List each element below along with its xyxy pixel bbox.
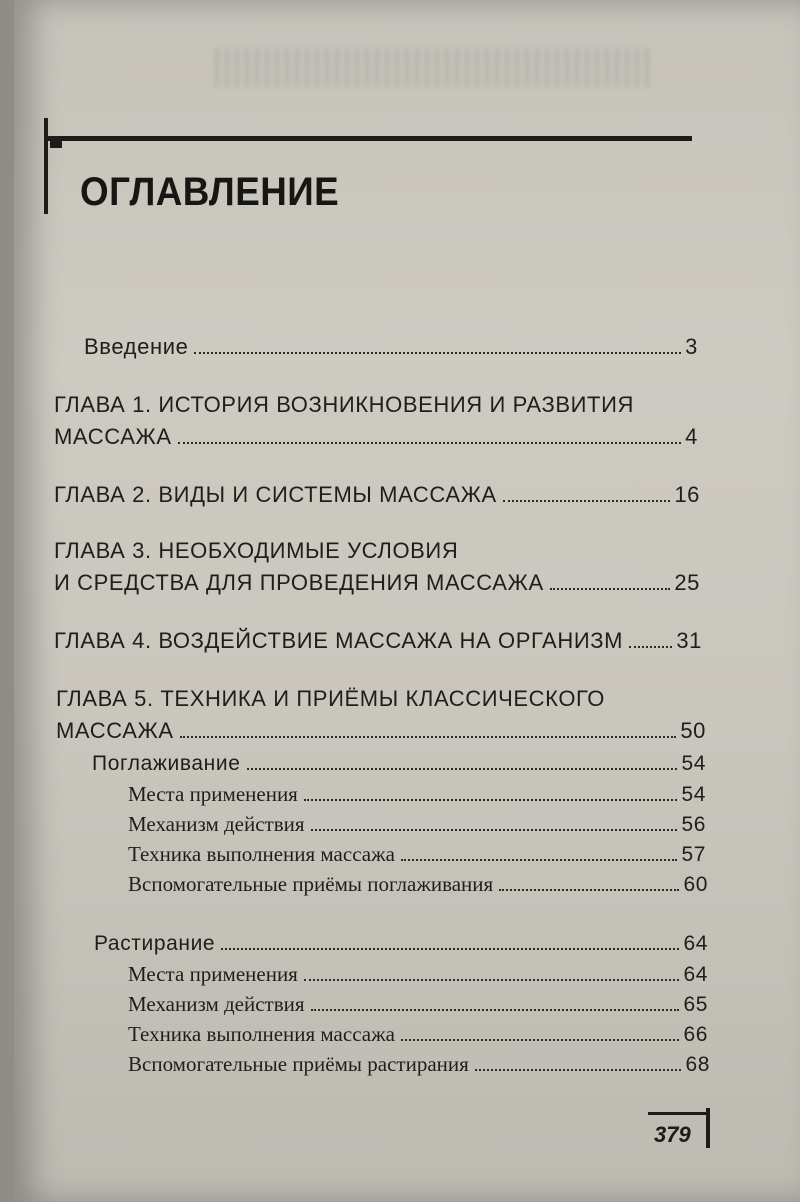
toc-label: Введение	[84, 334, 189, 359]
toc-label: Места применения	[128, 962, 298, 986]
toc-chapter-3-line1: ГЛАВА 3. НЕОБХОДИМЫЕ УСЛОВИЯ	[54, 538, 459, 563]
toc-page: 54	[681, 752, 706, 775]
toc-page: 68	[685, 1053, 710, 1076]
toc-label: Поглаживание	[92, 752, 241, 775]
toc-subsection	[128, 782, 706, 807]
toc-chapter-1-line1: ГЛАВА 1. ИСТОРИЯ ВОЗНИКНОВЕНИЯ И РАЗВИТИЯ	[54, 392, 634, 417]
toc-label: И СРЕДСТВА ДЛЯ ПРОВЕДЕНИЯ МАССАЖА	[54, 570, 544, 595]
toc-label: Техника выполнения массажа	[128, 1022, 395, 1046]
toc-page: 4	[685, 424, 698, 449]
toc-label: Места применения	[128, 782, 298, 806]
toc-page: 56	[681, 813, 706, 836]
page-number: 379	[654, 1122, 691, 1147]
leader-dots	[401, 1039, 680, 1041]
leader-dots	[499, 889, 679, 891]
toc-section-stroking	[92, 752, 706, 776]
leader-dots	[247, 768, 678, 770]
toc-subsection	[128, 1052, 710, 1077]
leader-dots	[178, 442, 681, 444]
toc-entry-chapter-3	[54, 570, 700, 596]
toc-page: 66	[683, 1023, 708, 1046]
toc-label: Растирание	[94, 932, 216, 955]
toc-entry-chapter-4	[54, 628, 702, 654]
toc-page: 16	[674, 482, 700, 507]
toc-section-rubbing	[94, 932, 708, 956]
toc-entry-chapter-1	[54, 424, 698, 450]
toc-page: 65	[683, 993, 708, 1016]
leader-dots	[629, 646, 672, 648]
toc-entry-intro	[84, 334, 698, 360]
leader-dots	[475, 1069, 682, 1071]
toc-label: ГЛАВА 2. ВИДЫ И СИСТЕМЫ МАССАЖА	[54, 482, 497, 507]
footer-side-bar	[706, 1108, 710, 1148]
toc-label: Техника выполнения массажа	[128, 842, 395, 866]
leader-dots	[503, 500, 670, 502]
leader-dots	[194, 352, 681, 354]
toc-subsection	[128, 962, 708, 987]
toc-page: 57	[681, 843, 706, 866]
toc-chapter-5-line1: ГЛАВА 5. ТЕХНИКА И ПРИЁМЫ КЛАССИЧЕСКОГО	[56, 686, 606, 711]
toc-page: 64	[683, 932, 708, 955]
toc-page: 54	[681, 783, 706, 806]
leader-dots	[304, 799, 678, 801]
leader-dots	[311, 1009, 680, 1011]
leader-dots	[304, 979, 680, 981]
leader-dots	[311, 829, 678, 831]
leader-dots	[221, 948, 679, 950]
toc-label: МАССАЖА	[54, 424, 172, 449]
toc-subsection	[128, 842, 706, 867]
footer-rule	[648, 1112, 708, 1115]
toc-subsection	[128, 872, 708, 897]
leader-dots	[550, 588, 671, 590]
toc-label: Механизм действия	[128, 812, 305, 836]
toc-page: 31	[676, 628, 702, 653]
toc-label: Механизм действия	[128, 992, 305, 1016]
toc-page: 25	[674, 570, 700, 595]
leader-dots	[401, 859, 678, 861]
page-title: ОГЛАВЛЕНИЕ	[80, 170, 340, 214]
toc-page: 3	[685, 334, 698, 359]
toc-label: МАССАЖА	[56, 718, 174, 743]
leader-dots	[180, 736, 677, 738]
toc-subsection	[128, 1022, 708, 1047]
toc-subsection	[128, 812, 706, 837]
toc-label: ГЛАВА 4. ВОЗДЕЙСТВИЕ МАССАЖА НА ОРГАНИЗМ	[54, 628, 624, 653]
toc-entry-chapter-2	[54, 482, 700, 508]
toc-label: Вспомогательные приёмы поглаживания	[128, 872, 494, 896]
toc-label: Вспомогательные приёмы растирания	[128, 1052, 469, 1076]
toc-page: 60	[683, 873, 708, 896]
toc-subsection	[128, 992, 708, 1017]
toc-entry-chapter-5	[56, 718, 706, 744]
toc-page: 64	[683, 963, 708, 986]
toc-page: 50	[680, 718, 706, 743]
